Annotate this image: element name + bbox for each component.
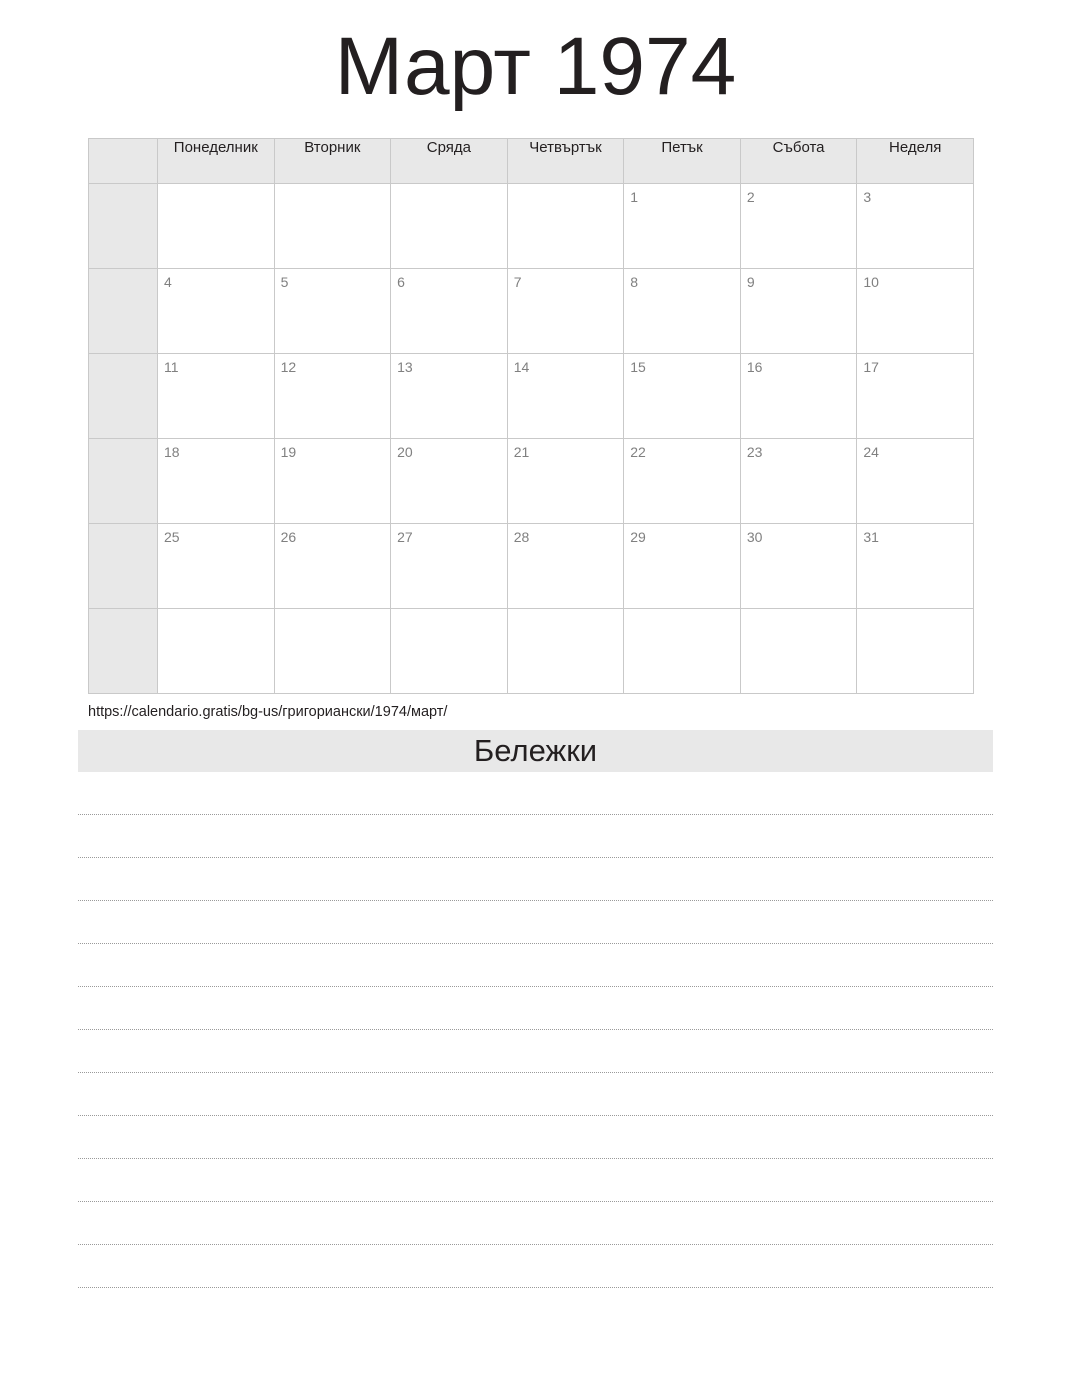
day-cell[interactable] bbox=[391, 354, 508, 439]
source-url[interactable]: https://calendario.gratis/bg-us/григориански/1974/март/ bbox=[88, 704, 448, 720]
day-number: 31 bbox=[863, 529, 879, 545]
notes-line[interactable] bbox=[78, 815, 993, 858]
day-number: 24 bbox=[863, 444, 879, 460]
calendar-table bbox=[88, 138, 974, 694]
page-title: Март 1974 bbox=[334, 21, 737, 112]
weekday-header-friday: Петък bbox=[624, 139, 741, 184]
day-number: 29 bbox=[630, 529, 646, 545]
weekday-header-saturday: Събота bbox=[740, 139, 857, 184]
notes-title: Бележки bbox=[78, 730, 993, 772]
day-cell[interactable] bbox=[507, 609, 624, 694]
notes-section bbox=[78, 730, 993, 1288]
day-cell[interactable] bbox=[391, 184, 508, 269]
spacer-cell bbox=[89, 439, 158, 524]
weekday-header-sunday: Неделя bbox=[857, 139, 974, 184]
day-cell[interactable] bbox=[507, 184, 624, 269]
day-number: 26 bbox=[280, 529, 297, 545]
day-cell[interactable] bbox=[158, 184, 275, 269]
notes-line[interactable] bbox=[78, 901, 993, 944]
day-cell[interactable] bbox=[624, 524, 741, 609]
day-number: 11 bbox=[164, 359, 179, 375]
notes-line[interactable] bbox=[78, 1245, 993, 1288]
day-number: 18 bbox=[164, 444, 180, 460]
notes-line[interactable] bbox=[78, 1159, 993, 1202]
day-cell[interactable] bbox=[274, 609, 391, 694]
notes-line[interactable] bbox=[78, 1202, 993, 1245]
day-number: 27 bbox=[397, 529, 413, 545]
day-cell[interactable] bbox=[274, 354, 391, 439]
day-number: 7 bbox=[513, 274, 522, 290]
day-cell[interactable] bbox=[624, 269, 741, 354]
day-number: 19 bbox=[280, 444, 297, 460]
day-cell[interactable] bbox=[857, 354, 974, 439]
notes-line[interactable] bbox=[78, 858, 993, 901]
day-cell[interactable] bbox=[391, 524, 508, 609]
calendar-container bbox=[88, 138, 983, 694]
day-cell[interactable] bbox=[391, 439, 508, 524]
day-number: 17 bbox=[863, 359, 879, 375]
day-number: 1 bbox=[630, 189, 639, 205]
day-number: 8 bbox=[630, 274, 639, 290]
day-number: 9 bbox=[746, 274, 755, 290]
day-cell[interactable] bbox=[857, 609, 974, 694]
day-cell[interactable] bbox=[857, 439, 974, 524]
notes-line[interactable] bbox=[78, 1073, 993, 1116]
spacer-cell bbox=[89, 609, 158, 694]
spacer-cell bbox=[89, 269, 158, 354]
spacer-cell bbox=[89, 524, 158, 609]
day-cell[interactable] bbox=[274, 439, 391, 524]
notes-lines bbox=[78, 772, 993, 1288]
day-cell[interactable] bbox=[740, 609, 857, 694]
day-cell[interactable] bbox=[274, 269, 391, 354]
day-cell[interactable] bbox=[507, 524, 624, 609]
day-number: 14 bbox=[513, 359, 530, 375]
day-number: 10 bbox=[863, 274, 879, 290]
notes-line[interactable] bbox=[78, 772, 993, 815]
day-cell[interactable] bbox=[507, 439, 624, 524]
day-number: 22 bbox=[630, 444, 646, 460]
calendar-week-row bbox=[89, 269, 974, 354]
day-cell[interactable] bbox=[274, 524, 391, 609]
day-cell[interactable] bbox=[274, 184, 391, 269]
weekday-header-tuesday: Вторник bbox=[274, 139, 391, 184]
day-number: 3 bbox=[863, 189, 872, 205]
day-number: 2 bbox=[746, 189, 755, 205]
day-number: 5 bbox=[280, 274, 289, 290]
day-cell[interactable] bbox=[624, 439, 741, 524]
day-number: 16 bbox=[746, 359, 763, 375]
day-cell[interactable] bbox=[391, 269, 508, 354]
day-cell[interactable] bbox=[740, 354, 857, 439]
day-number: 15 bbox=[630, 359, 646, 375]
day-cell[interactable] bbox=[740, 524, 857, 609]
calendar-head bbox=[89, 139, 974, 184]
day-cell[interactable] bbox=[740, 439, 857, 524]
day-cell[interactable] bbox=[507, 354, 624, 439]
spacer-cell bbox=[89, 139, 158, 184]
day-number: 25 bbox=[164, 529, 180, 545]
day-cell[interactable] bbox=[391, 609, 508, 694]
notes-line[interactable] bbox=[78, 1030, 993, 1073]
day-number: 28 bbox=[513, 529, 530, 545]
weekday-header-row bbox=[89, 139, 974, 184]
day-cell[interactable] bbox=[624, 354, 741, 439]
day-cell[interactable] bbox=[624, 609, 741, 694]
day-cell[interactable] bbox=[857, 269, 974, 354]
notes-line[interactable] bbox=[78, 987, 993, 1030]
calendar-body bbox=[89, 184, 974, 694]
day-number: 21 bbox=[513, 444, 530, 460]
day-cell[interactable] bbox=[740, 269, 857, 354]
spacer-cell bbox=[89, 354, 158, 439]
calendar-week-row bbox=[89, 524, 974, 609]
weekday-header-monday: Понеделник bbox=[158, 139, 275, 184]
day-number: 30 bbox=[746, 529, 763, 545]
day-number: 6 bbox=[397, 274, 405, 290]
day-cell[interactable] bbox=[158, 354, 275, 439]
day-cell[interactable] bbox=[158, 524, 275, 609]
calendar-week-row bbox=[89, 354, 974, 439]
day-number: 12 bbox=[280, 359, 297, 375]
day-cell[interactable] bbox=[158, 609, 275, 694]
calendar-week-row bbox=[89, 184, 974, 269]
weekday-header-thursday: Четвъртък bbox=[507, 139, 624, 184]
day-cell[interactable] bbox=[857, 184, 974, 269]
calendar-week-row bbox=[89, 609, 974, 694]
calendar-week-row bbox=[89, 439, 974, 524]
day-cell[interactable] bbox=[158, 439, 275, 524]
notes-line[interactable] bbox=[78, 1116, 993, 1159]
weekday-header-wednesday: Сряда bbox=[391, 139, 508, 184]
day-number: 20 bbox=[397, 444, 413, 460]
day-cell[interactable] bbox=[507, 269, 624, 354]
day-number: 23 bbox=[746, 444, 763, 460]
day-cell[interactable] bbox=[857, 524, 974, 609]
notes-line[interactable] bbox=[78, 944, 993, 987]
day-number: 13 bbox=[397, 359, 413, 375]
day-cell[interactable] bbox=[740, 184, 857, 269]
day-cell[interactable] bbox=[624, 184, 741, 269]
day-number: 4 bbox=[164, 274, 172, 290]
spacer-cell bbox=[89, 184, 158, 269]
day-cell[interactable] bbox=[158, 269, 275, 354]
